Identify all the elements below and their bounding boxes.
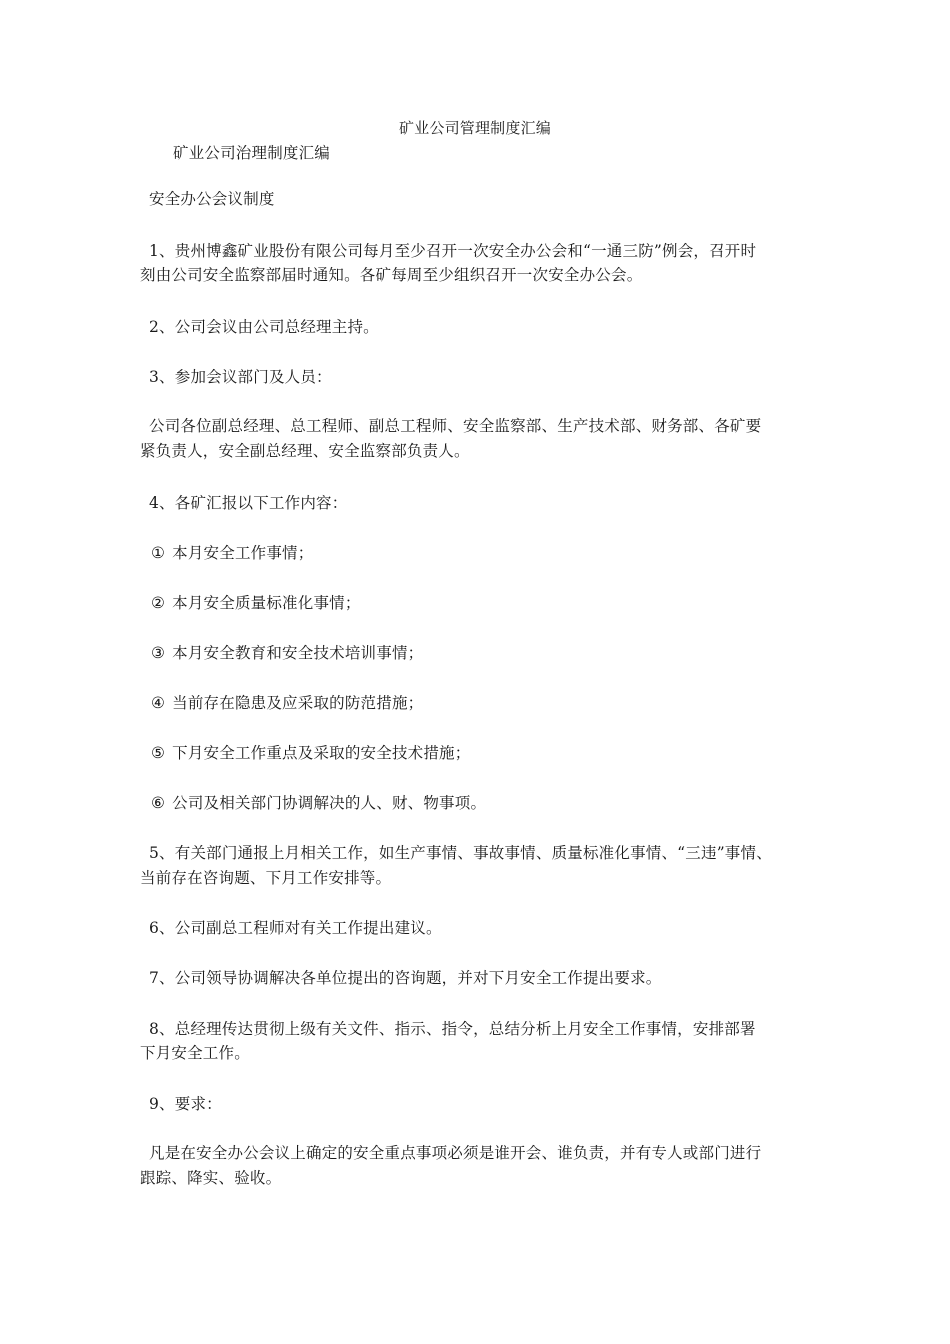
circled-number-4: ④ (150, 694, 166, 712)
paragraph-3: 3、参加会议部门及人员： (149, 368, 332, 386)
document-subtitle: 矿业公司治理制度汇编 (173, 144, 331, 162)
sub-item-6 (149, 793, 486, 813)
sub-item-4-text: 当前存在隐患及应采取的防范措施； (172, 694, 424, 712)
paragraph-9: 9、要求： (149, 1095, 222, 1113)
circled-number-5: ⑤ (150, 744, 166, 762)
circled-number-1: ① (150, 544, 166, 562)
paragraph-4: 4、各矿汇报以下工作内容： (149, 494, 348, 512)
paragraph-9a-line-2: 跟踪、降实、验收。 (140, 1169, 282, 1187)
sub-item-5 (149, 743, 470, 763)
sub-item-5-text: 下月安全工作重点及采取的安全技术措施； (172, 744, 471, 762)
circled-number-2: ② (150, 594, 166, 612)
section-heading: 安全办公会议制度 (149, 190, 275, 208)
sub-item-2-text: 本月安全质量标准化事情； (172, 594, 361, 612)
paragraph-5-line-1: 5、有关部门通报上月相关工作，如生产事情、事故事情、质量标准化事情、“三违”事情、 (149, 844, 772, 862)
sub-item-2 (149, 593, 361, 613)
paragraph-7: 7、公司领导协调解决各单位提出的咨询题，并对下月安全工作提出要求。 (149, 969, 662, 987)
sub-item-4 (149, 693, 423, 713)
paragraph-8-line-2: 下月安全工作。 (140, 1044, 250, 1062)
paragraph-6: 6、公司副总工程师对有关工作提出建议。 (149, 919, 442, 937)
paragraph-1-line-2: 刻由公司安全监察部届时通知。各矿每周至少组织召开一次安全办公会。 (140, 266, 643, 284)
paragraph-2: 2、公司会议由公司总经理主持。 (149, 318, 379, 336)
paragraph-1-line-1: 1、贵州博鑫矿业股份有限公司每月至少召开一次安全办公会和“一通三防”例会，召开时 (149, 242, 757, 260)
sub-item-3-text: 本月安全教育和安全技术培训事情； (172, 644, 424, 662)
paragraph-9a-line-1: 凡是在安全办公会议上确定的安全重点事项必须是谁开会、谁负责，并有专人或部门进行 (149, 1144, 762, 1162)
sub-item-3 (149, 643, 423, 663)
paragraph-8-line-1: 8、总经理传达贯彻上级有关文件、指示、指令，总结分析上月安全工作事情，安排部署 (149, 1020, 756, 1038)
sub-item-1 (149, 543, 313, 563)
sub-item-1-text: 本月安全工作事情； (172, 544, 314, 562)
paragraph-5-line-2: 当前存在咨询题、下月工作安排等。 (140, 869, 392, 887)
sub-item-6-text: 公司及相关部门协调解决的人、财、物事项。 (172, 794, 487, 812)
circled-number-6: ⑥ (150, 794, 166, 812)
circled-number-3: ③ (150, 644, 166, 662)
document-title: 矿业公司管理制度汇编 (398, 119, 551, 137)
paragraph-3a-line-2: 紧负责人，安全副总经理、安全监察部负责人。 (140, 442, 470, 460)
paragraph-3a-line-1: 公司各位副总经理、总工程师、副总工程师、安全监察部、生产技术部、财务部、各矿要 (149, 417, 762, 435)
